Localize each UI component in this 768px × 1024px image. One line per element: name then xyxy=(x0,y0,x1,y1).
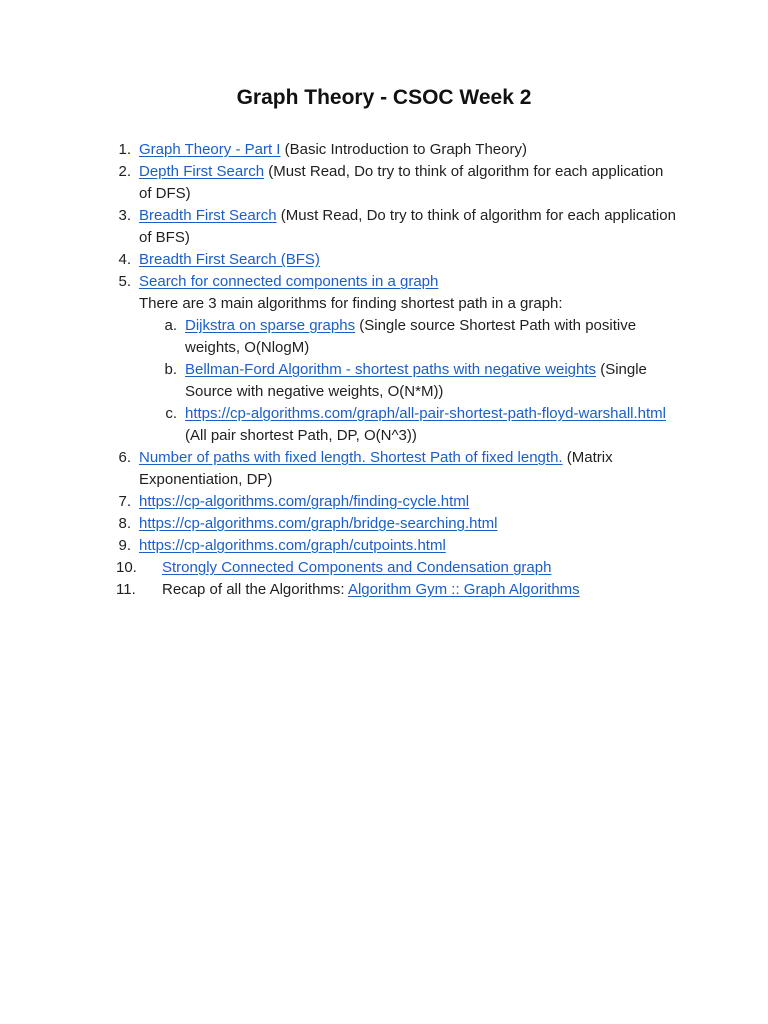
topic-link[interactable]: https://cp-algorithms.com/graph/finding-cycle.html xyxy=(139,493,470,510)
item-description: (All pair shortest Path, DP, O(N^3)) xyxy=(185,427,417,444)
topic-link[interactable]: Search for connected components in a graph xyxy=(139,273,439,290)
item-prefix: Recap of all the Algorithms: xyxy=(162,581,348,598)
sub-item-letter: c. xyxy=(165,405,177,422)
sub-item-letter: b. xyxy=(164,361,177,378)
topic-link[interactable]: Depth First Search xyxy=(139,163,265,180)
list-item xyxy=(0,557,679,579)
list-item xyxy=(0,161,679,205)
item-number: 3. xyxy=(118,207,131,224)
item-description: (Must Read, Do try to think of algorithm for each application of BFS) xyxy=(139,207,676,246)
page-title: Graph Theory - CSOC Week 2 xyxy=(236,86,532,109)
topic-link[interactable]: https://cp-algorithms.com/graph/bridge-searching.html xyxy=(139,515,498,532)
item-description: (Basic Introduction to Graph Theory) xyxy=(280,141,527,158)
topic-link[interactable]: https://cp-algorithms.com/graph/all-pair-shortest-path-floyd-warshall.html xyxy=(185,405,667,422)
topic-link[interactable]: Breadth First Search xyxy=(139,207,277,224)
item-number: 7. xyxy=(118,493,131,510)
item-number: 10. xyxy=(116,559,137,576)
item-number: 1. xyxy=(118,141,131,158)
item-number: 2. xyxy=(118,163,131,180)
topic-link[interactable]: https://cp-algorithms.com/graph/cutpoints.html xyxy=(139,537,446,554)
list-item xyxy=(0,579,679,601)
item-description: (Single source Shortest Path with positive weights, O(NlogM) xyxy=(185,317,637,356)
item-number: 8. xyxy=(118,515,131,532)
list-item xyxy=(0,249,679,271)
topic-link[interactable]: Breadth First Search (BFS) xyxy=(139,251,320,268)
item-number: 5. xyxy=(118,273,131,290)
list-item xyxy=(0,447,679,491)
sub-item-letter: a. xyxy=(164,317,177,334)
list-item xyxy=(0,491,679,513)
item-description: (Single Source with negative weights, O(N*M)) xyxy=(185,361,647,400)
list-item xyxy=(0,205,679,249)
list-item xyxy=(0,513,679,535)
topic-link[interactable]: Algorithm Gym :: Graph Algorithms xyxy=(347,581,580,598)
list-item xyxy=(0,535,679,557)
item-number: 9. xyxy=(118,537,131,554)
item-number: 11. xyxy=(116,581,136,598)
list-item xyxy=(0,139,679,161)
sub-list-item xyxy=(0,359,679,403)
item-number: 4. xyxy=(118,251,131,268)
topic-link[interactable]: Number of paths with fixed length. Shortest Path of fixed length. xyxy=(139,449,563,466)
topic-link[interactable]: Strongly Connected Components and Condensation graph xyxy=(162,559,552,576)
item-description: (Must Read, Do try to think of algorithm for each application of DFS) xyxy=(139,163,664,202)
item-description: (Matrix Exponentiation, DP) xyxy=(139,449,613,488)
sub-list-item xyxy=(0,403,679,447)
topic-link[interactable]: Dijkstra on sparse graphs xyxy=(185,317,356,334)
topic-list xyxy=(0,139,768,601)
shortest-path-note: There are 3 main algorithms for finding shortest path in a graph: xyxy=(139,295,563,312)
topic-link[interactable]: Graph Theory - Part I xyxy=(139,141,281,158)
topic-link[interactable]: Bellman-Ford Algorithm - shortest paths with negative weights xyxy=(185,361,597,378)
sub-list-item xyxy=(0,315,679,359)
list-item xyxy=(0,271,679,293)
item-number: 6. xyxy=(118,449,131,466)
